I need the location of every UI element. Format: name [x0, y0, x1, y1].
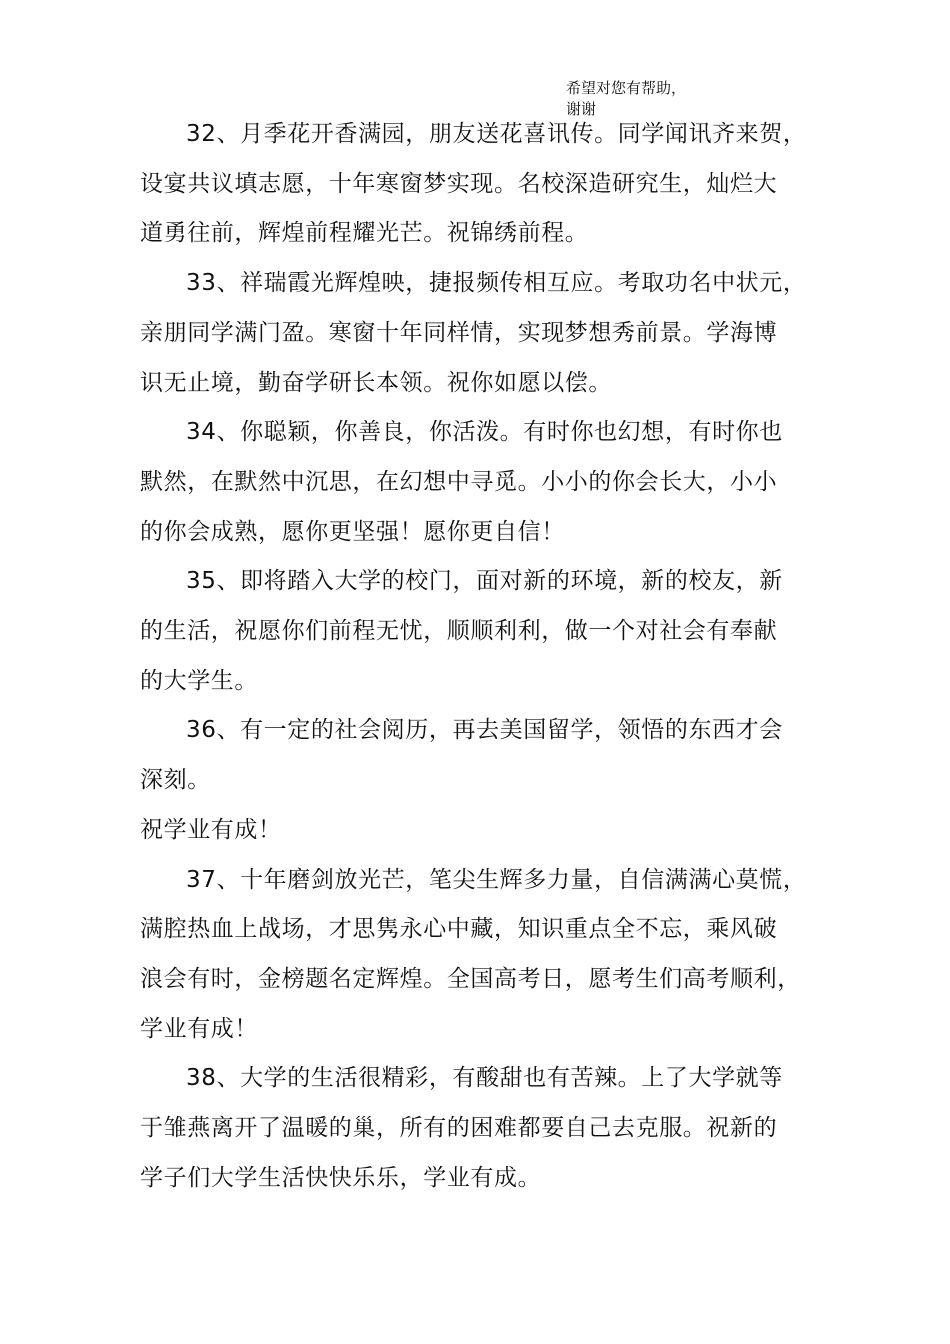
paragraph-line: 设宴共议填志愿，十年寒窗梦实现。名校深造研究生，灿烂大	[140, 170, 778, 197]
paragraph-line: 深刻。	[140, 767, 211, 794]
paragraph-line: 祝学业有成！	[140, 816, 282, 843]
header-note-line-1: 希望对您有帮助，	[566, 79, 687, 97]
paragraph-34	[140, 408, 840, 557]
paragraph-line: 37、十年磨剑放光芒，笔尖生辉多力量，自信满满心莫慌，	[186, 866, 807, 893]
paragraph-36	[140, 706, 840, 805]
paragraph-line: 36、有一定的社会阅历，再去美国留学，领悟的东西才会	[186, 717, 783, 744]
paragraph-line: 32、月季花开香满园，朋友送花喜讯传。同学闻讯齐来贺，	[186, 121, 807, 147]
paragraph-line: 的你会成熟，愿你更坚强！愿你更自信！	[140, 518, 565, 545]
paragraph-line: 浪会有时，金榜题名定辉煌。全国高考日，愿考生们高考顺利，	[140, 965, 801, 992]
document-body	[140, 110, 840, 1203]
paragraph-32	[140, 110, 840, 259]
paragraph-37	[140, 856, 840, 1055]
paragraph-line: 的生活，祝愿你们前程无忧，顺顺利利，做一个对社会有奉献	[140, 618, 778, 645]
paragraph-line: 的大学生。	[140, 667, 258, 694]
paragraph-line: 道勇往前，辉煌前程耀光芒。祝锦绣前程。	[140, 220, 589, 247]
paragraph-line: 34、你聪颖，你善良，你活泼。有时你也幻想，有时你也	[186, 419, 783, 446]
paragraph-line: 默然，在默然中沉思，在幻想中寻觅。小小的你会长大，小小	[140, 468, 778, 495]
paragraph-35	[140, 557, 840, 706]
paragraph-line: 亲朋同学满门盈。寒窗十年同样情，实现梦想秀前景。学海博	[140, 319, 778, 346]
paragraph-line: 于雏燕离开了温暖的巢，所有的困难都要自己去克服。祝新的	[140, 1115, 778, 1142]
paragraph-38	[140, 1054, 840, 1203]
paragraph-line: 33、祥瑞霞光辉煌映，捷报频传相互应。考取功名中状元，	[186, 270, 807, 297]
paragraph-line: 学子们大学生活快快乐乐，学业有成。	[140, 1164, 542, 1191]
paragraph-33	[140, 259, 840, 408]
paragraph-line: 识无止境，勤奋学研长本领。祝你如愿以偿。	[140, 369, 612, 396]
paragraph-line: 35、即将踏入大学的校门，面对新的环境，新的校友，新	[186, 568, 783, 595]
header-note-line-2: 谢谢	[566, 100, 597, 118]
paragraph-wish	[140, 806, 840, 856]
paragraph-line: 38、大学的生活很精彩，有酸甜也有苦辣。上了大学就等	[186, 1065, 783, 1092]
paragraph-line: 满腔热血上战场，才思隽永心中藏，知识重点全不忘，乘风破	[140, 916, 778, 943]
paragraph-line: 学业有成！	[140, 1015, 258, 1042]
